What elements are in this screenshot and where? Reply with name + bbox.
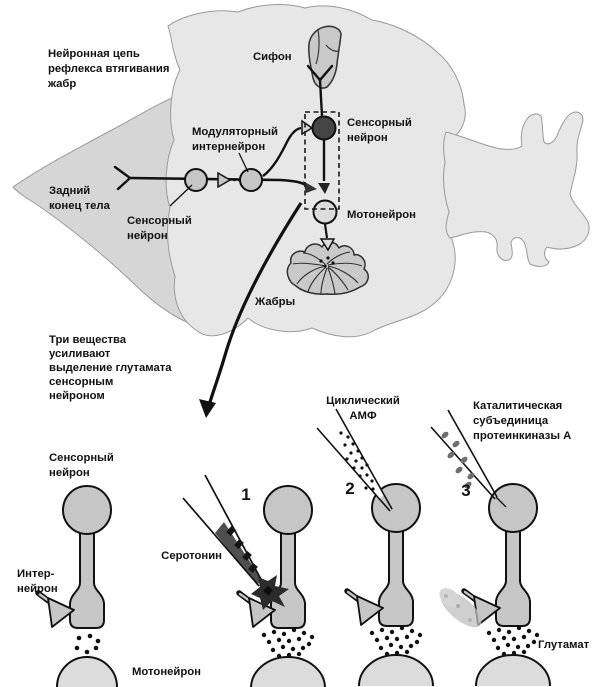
figure-title: жабр: [48, 78, 77, 90]
label-pka: субъединица: [473, 415, 549, 427]
lower-labels: [17, 395, 590, 678]
label-tail-end: конец тела: [49, 200, 110, 212]
label-glutamate: Глутамат: [538, 639, 590, 651]
label-pka: Каталитическая: [473, 400, 563, 412]
caption-line: выделение глутамата: [49, 362, 172, 374]
label-tail-end: Задний: [49, 185, 91, 197]
label-sensory-neuron-bottom: нейрон: [49, 467, 90, 479]
siphon-sensory-neuron-circle: [313, 117, 336, 140]
label-interneuron: Интер-: [17, 568, 55, 580]
label-pka: протеинкиназы А: [473, 430, 572, 442]
label-motoneuron-top: Мотонейрон: [347, 209, 416, 221]
experiment-3: [431, 410, 550, 686]
label-cyclic-amp: АМФ: [349, 410, 377, 422]
label-sensory-neuron-top: Сенсорный: [347, 117, 412, 129]
caption-line: усиливают: [49, 348, 111, 360]
figure-title: Нейронная цепь: [48, 48, 140, 60]
label-modulatory-interneuron: Модуляторный: [192, 126, 278, 138]
caption-line: Три вещества: [49, 334, 127, 346]
experiment-1: [183, 475, 325, 687]
label-sensory-neuron-bottom: Сенсорный: [49, 452, 114, 464]
label-sensory-neuron-left: Сенсорный: [127, 215, 192, 227]
motoneuron-arc: [57, 657, 117, 687]
caption-line: нейроном: [49, 390, 105, 402]
label-motoneuron-bottom: Мотонейрон: [132, 666, 201, 678]
label-modulatory-interneuron: интернейрон: [192, 141, 266, 153]
vesicle-dots: [75, 634, 101, 655]
experiment-number-3: 3: [461, 481, 471, 500]
label-interneuron: нейрон: [17, 583, 58, 595]
experiment-number-2: 2: [345, 479, 355, 498]
motoneuron-circle: [314, 201, 337, 224]
parapodia: [444, 112, 590, 266]
experiment-number-1: 1: [241, 485, 251, 504]
caption-three-substances: [49, 334, 172, 402]
label-serotonin: Серотонин: [161, 550, 222, 562]
caption-line: сенсорным: [49, 376, 114, 388]
modulatory-interneuron-circle: [240, 169, 262, 191]
label-gills: Жабры: [255, 296, 296, 308]
experiment-2: [317, 409, 433, 686]
figure-title: рефлекса втягивания: [48, 63, 170, 75]
label-siphon: Сифон: [253, 51, 292, 63]
label-sensory-neuron-left: нейрон: [127, 230, 168, 242]
label-sensory-neuron-top: нейрон: [347, 132, 388, 144]
label-cyclic-amp: Циклический: [326, 395, 400, 407]
